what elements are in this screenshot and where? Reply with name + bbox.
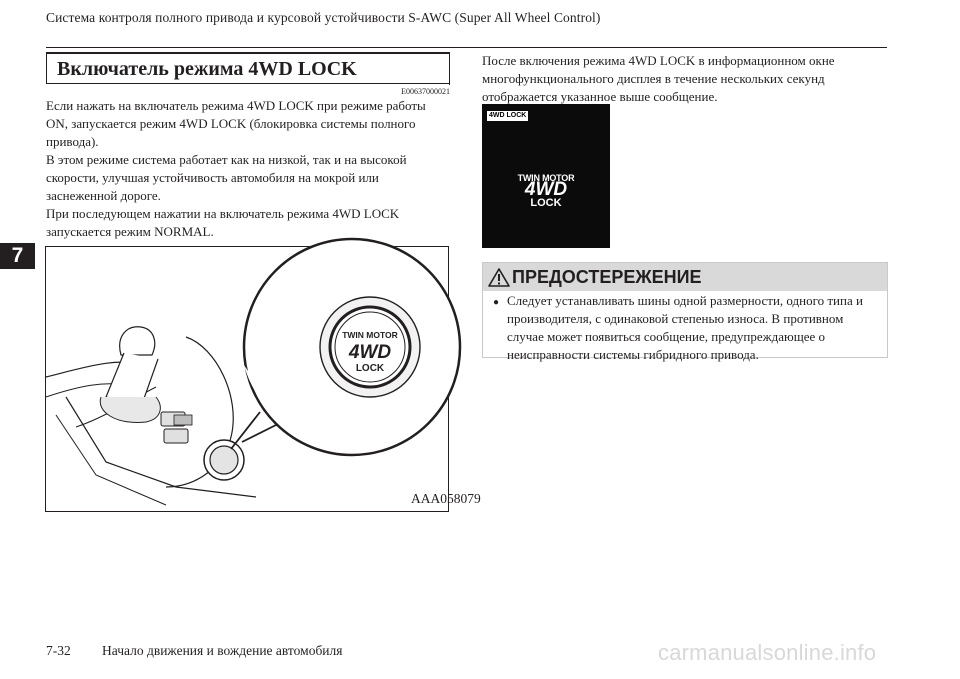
watermark: carmanualsonline.info (658, 640, 877, 665)
warning-header (483, 263, 887, 291)
button-label-line3: LOCK (355, 363, 385, 374)
section-code: E00637000021 (401, 87, 450, 96)
bullet-icon: ● (493, 297, 500, 308)
warning-triangle-icon (488, 268, 510, 287)
display-line2: 4WD (524, 179, 568, 200)
page-header-title: Система контроля полного привода и курсовой устойчивости S-AWC (Super All Wheel Control) (46, 10, 601, 25)
left-body-text (46, 97, 451, 241)
console-drawing (46, 247, 450, 513)
page-number: 7-32 (46, 643, 71, 658)
display-line3: LOCK (530, 197, 562, 209)
chapter-tab: 7 (0, 243, 35, 269)
section-title: Включатель режима 4WD LOCK (57, 58, 357, 80)
warning-text: Следует устанавливать шины одной размерности, одного типа и производителя, с одинаковой степенью износа. В противном случае может появиться сообщение, предупреждающее о неисправности системы гибридного привода. (507, 293, 863, 362)
warning-title: ПРЕДОСТЕРЕЖЕНИЕ (512, 267, 702, 287)
console-illustration (45, 246, 481, 512)
display-tag: 4WD LOCK (489, 112, 527, 119)
button-label-line1: TWIN MOTOR (342, 330, 398, 340)
footer-title: Начало движения и вождение автомобиля (102, 643, 343, 658)
display-screen (482, 104, 610, 248)
right-body-text: После включения режима 4WD LOCK в информационном окне многофункционального дисплея в течение нескольких секунд отображается указанное выше сообщение. (482, 53, 835, 104)
warning-box (482, 262, 888, 362)
display-line1: TWIN MOTOR (517, 173, 575, 183)
paragraph-1: Если нажать на включатель режима 4WD LOCK при режиме работы ON, запускается режим 4WD LOCK (блокировка системы полного привода). (46, 98, 426, 149)
paragraph-2: В этом режиме система работает как на низкой, так и на высокой скорости, улучшая устойчивость автомобиля на мокрой или заснеженной дороге. (46, 152, 407, 203)
figure-code: AAA058079 (411, 491, 481, 506)
button-label-line2: 4WD (348, 342, 392, 363)
paragraph-3: При последующем нажатии на включатель режима 4WD LOCK запускается режим NORMAL. (46, 206, 400, 239)
section-heading-box (46, 52, 450, 84)
header-rule (46, 47, 887, 48)
